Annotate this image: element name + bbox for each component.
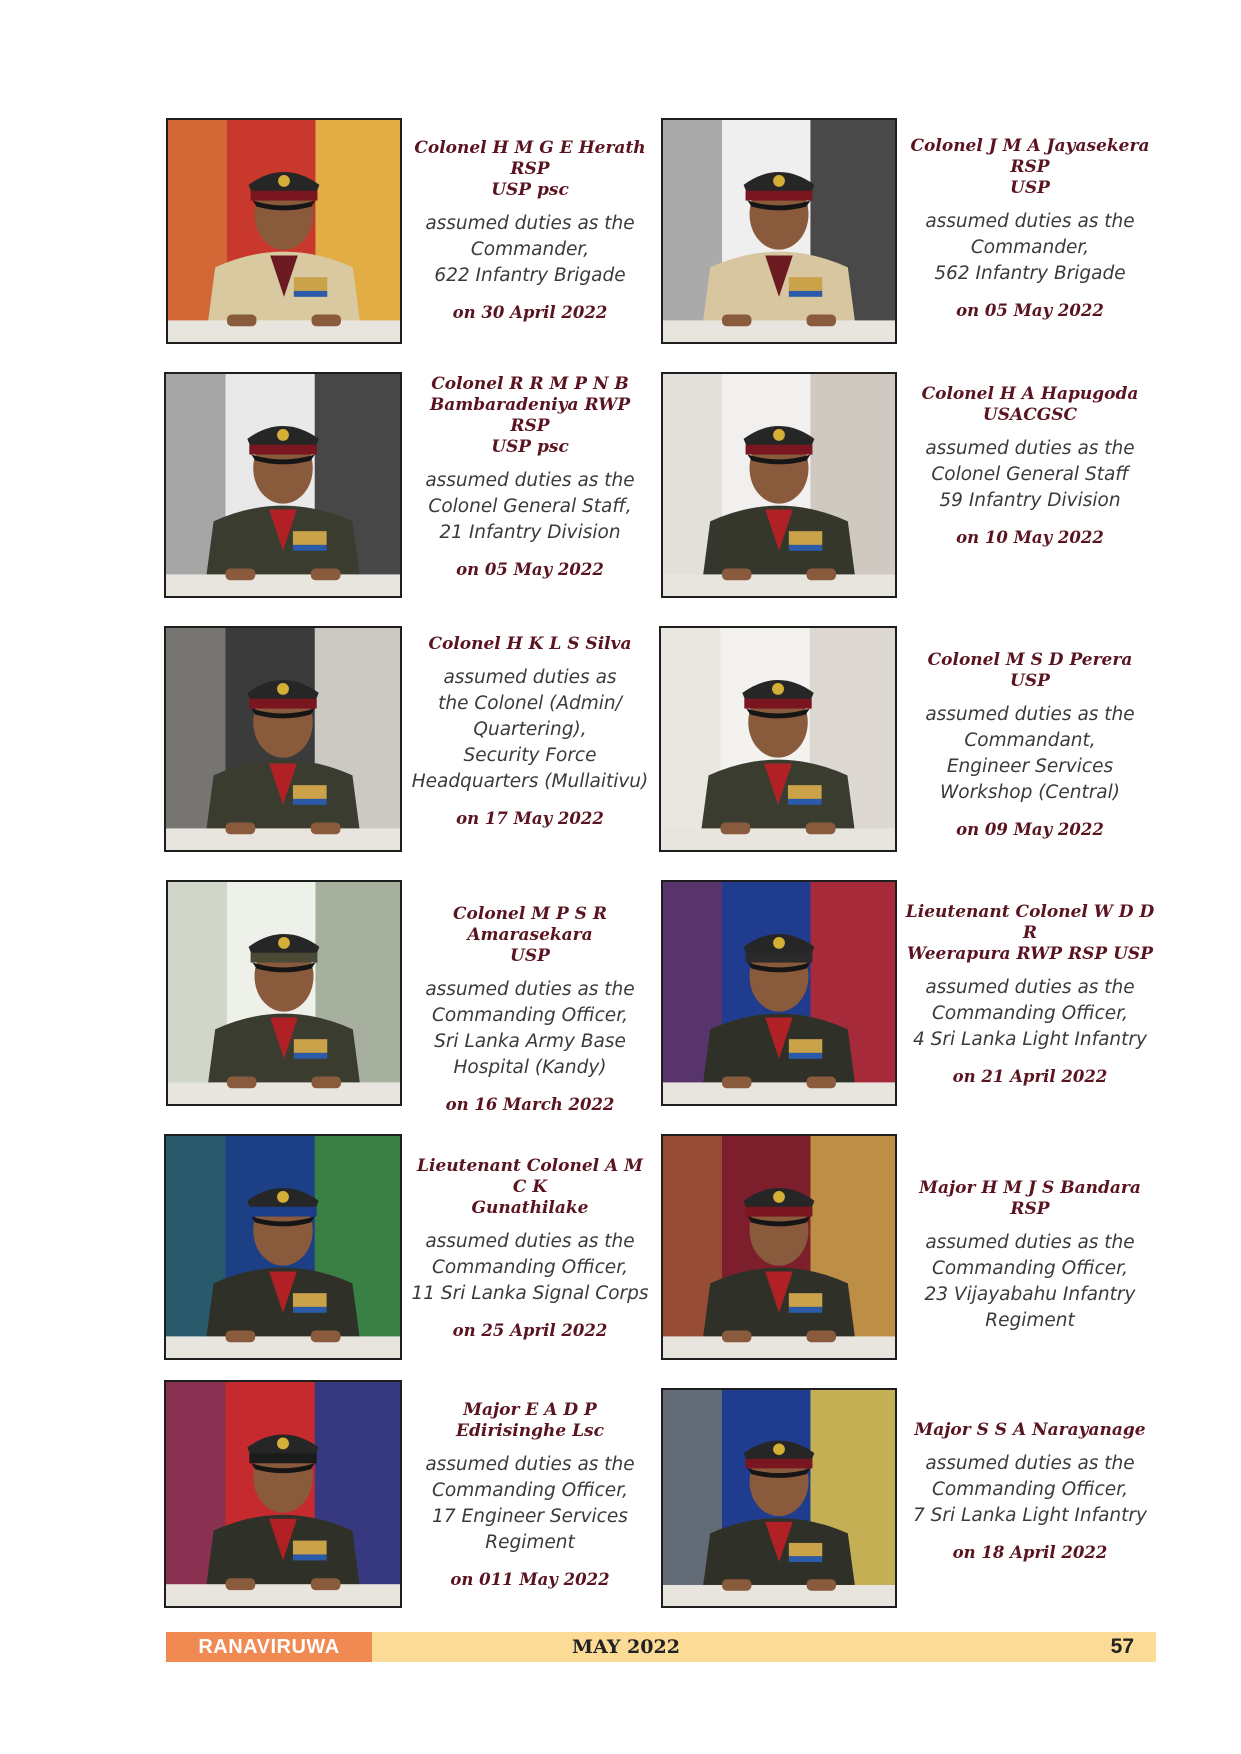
duty-description: assumed duties as the Commanding Officer, Sri Lanka Army Base Hospital (Kandy) bbox=[425, 979, 635, 1078]
magazine-name: RANAVIRUWA bbox=[166, 1632, 372, 1662]
officer-photo bbox=[659, 626, 897, 852]
appointment-text bbox=[410, 374, 650, 579]
duty-description: assumed duties as the Commanding Officer, 7 Sri Lanka Light Infantry bbox=[913, 1453, 1147, 1526]
duty-description: assumed duties as the Commanding Officer, 11 Sri Lanka Signal Corps bbox=[411, 1231, 649, 1304]
officer-name: Colonel M S D Perera USP bbox=[927, 650, 1133, 691]
duty-description: assumed duties as the Colonel General Staff, 21 Infantry Division bbox=[425, 470, 635, 543]
page-footer bbox=[166, 1632, 1156, 1662]
appointment-text bbox=[410, 138, 650, 322]
assumption-date: on 17 May 2022 bbox=[456, 809, 604, 828]
assumption-date: on 10 May 2022 bbox=[956, 528, 1104, 547]
officer-photo bbox=[164, 1134, 402, 1360]
assumption-date: on 05 May 2022 bbox=[956, 301, 1104, 320]
duty-description: assumed duties as the Commander, 622 Infantry Brigade bbox=[425, 213, 635, 286]
officer-photo bbox=[661, 372, 897, 598]
officer-name: Major S S A Narayanage bbox=[914, 1420, 1146, 1440]
officer-name: Lieutenant Colonel A M C K Gunathilake bbox=[417, 1156, 643, 1218]
appointment-text bbox=[410, 634, 650, 828]
officer-name: Major H M J S Bandara RSP bbox=[919, 1178, 1141, 1219]
appointment-text bbox=[905, 650, 1155, 839]
duty-description: assumed duties as the Commanding Officer, 4 Sri Lanka Light Infantry bbox=[913, 977, 1147, 1050]
officer-photo bbox=[661, 1388, 897, 1608]
assumption-date: on 09 May 2022 bbox=[956, 820, 1104, 839]
officer-name: Colonel H A Hapugoda USACGSC bbox=[921, 384, 1139, 425]
appointment-text bbox=[905, 136, 1155, 320]
assumption-date: on 18 April 2022 bbox=[952, 1543, 1108, 1562]
assumption-date: on 011 May 2022 bbox=[450, 1570, 610, 1589]
officer-photo bbox=[164, 1380, 402, 1608]
duty-description: assumed duties as the Commanding Officer, 23 Vijayabahu Infantry Regiment bbox=[924, 1232, 1136, 1331]
assumption-date: on 21 April 2022 bbox=[952, 1067, 1108, 1086]
officer-name: Major E A D P Edirisinghe Lsc bbox=[456, 1400, 604, 1441]
duty-description: assumed duties as the Colonel (Admin/ Quartering), Security Force Headquarters (Mullaitivu) bbox=[411, 667, 649, 792]
appointment-text bbox=[410, 1400, 650, 1589]
officer-name: Colonel M P S R Amarasekara USP bbox=[453, 904, 607, 966]
assumption-date: on 30 April 2022 bbox=[452, 303, 608, 322]
page-number: 57 bbox=[1110, 1635, 1134, 1658]
officer-name: Colonel R R M P N B Bambaradeniya RWP RSP USP psc bbox=[429, 374, 631, 457]
duty-description: assumed duties as the Commander, 562 Infantry Brigade bbox=[925, 211, 1135, 284]
officer-photo bbox=[164, 626, 402, 852]
officer-name: Colonel H M G E Herath RSP USP psc bbox=[414, 138, 646, 200]
officer-photo bbox=[164, 372, 402, 598]
duty-description: assumed duties as the Commandant, Engineer Services Workshop (Central) bbox=[925, 704, 1135, 803]
officer-name: Colonel J M A Jayasekera RSP USP bbox=[910, 136, 1150, 198]
appointment-text bbox=[905, 384, 1155, 547]
appointment-text bbox=[905, 1420, 1155, 1562]
officer-name: Colonel H K L S Silva bbox=[428, 634, 632, 654]
assumption-date: on 25 April 2022 bbox=[452, 1321, 608, 1340]
duty-description: assumed duties as the Commanding Officer, 17 Engineer Services Regiment bbox=[425, 1454, 635, 1553]
officer-photo bbox=[166, 118, 402, 344]
duty-description: assumed duties as the Colonel General Staff 59 Infantry Division bbox=[925, 438, 1135, 511]
assumption-date: on 05 May 2022 bbox=[456, 560, 604, 579]
appointment-text bbox=[410, 1156, 650, 1340]
officer-name: Lieutenant Colonel W D D R Weerapura RWP RSP USP bbox=[905, 902, 1155, 964]
assumption-date: on 16 March 2022 bbox=[445, 1095, 615, 1114]
issue-date: MAY 2022 bbox=[572, 1636, 680, 1658]
officer-photo bbox=[661, 880, 897, 1106]
appointment-text bbox=[410, 904, 650, 1114]
officer-photo bbox=[661, 118, 897, 344]
officer-photo bbox=[661, 1134, 897, 1360]
officer-photo bbox=[166, 880, 402, 1106]
appointment-text bbox=[905, 1178, 1155, 1348]
appointment-text bbox=[905, 902, 1155, 1086]
